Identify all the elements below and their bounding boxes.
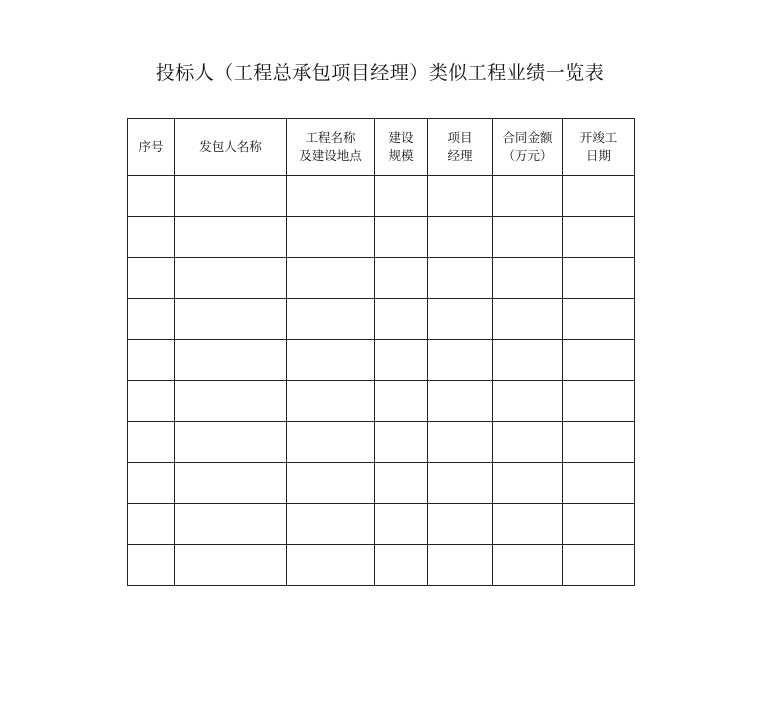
table-cell-start-completion-date bbox=[563, 504, 635, 545]
table-row bbox=[128, 463, 635, 504]
table-cell-project-name-location bbox=[287, 299, 375, 340]
table-cell-project-manager bbox=[428, 217, 493, 258]
table-cell-start-completion-date bbox=[563, 299, 635, 340]
table-cell-employer bbox=[175, 217, 287, 258]
table-cell-serial bbox=[128, 258, 175, 299]
table-cell-serial bbox=[128, 422, 175, 463]
table-row bbox=[128, 258, 635, 299]
table-cell-serial bbox=[128, 463, 175, 504]
table-cell-start-completion-date bbox=[563, 176, 635, 217]
header-serial bbox=[128, 119, 175, 176]
performance-table bbox=[127, 118, 635, 586]
table-body bbox=[128, 176, 635, 586]
table-cell-project-manager bbox=[428, 299, 493, 340]
table-cell-project-name-location bbox=[287, 340, 375, 381]
table-row bbox=[128, 176, 635, 217]
table-cell-employer bbox=[175, 422, 287, 463]
table-row bbox=[128, 504, 635, 545]
table-cell-employer bbox=[175, 381, 287, 422]
table-cell-construction-scale bbox=[375, 463, 428, 504]
table-cell-serial bbox=[128, 545, 175, 586]
header-amount-line2: （万元） bbox=[502, 148, 553, 163]
table-cell-project-name-location bbox=[287, 381, 375, 422]
table-cell-employer bbox=[175, 176, 287, 217]
header-serial-label: 序号 bbox=[138, 139, 164, 154]
header-project-name-location bbox=[287, 119, 375, 176]
table-cell-serial bbox=[128, 176, 175, 217]
header-project-name-line1: 工程名称 bbox=[305, 130, 356, 145]
table-cell-contract-amount bbox=[493, 217, 563, 258]
table-cell-project-name-location bbox=[287, 422, 375, 463]
table-cell-start-completion-date bbox=[563, 422, 635, 463]
table-cell-construction-scale bbox=[375, 545, 428, 586]
table-cell-contract-amount bbox=[493, 258, 563, 299]
table-cell-contract-amount bbox=[493, 504, 563, 545]
table-cell-serial bbox=[128, 217, 175, 258]
table-cell-start-completion-date bbox=[563, 258, 635, 299]
table-cell-project-manager bbox=[428, 381, 493, 422]
header-employer bbox=[175, 119, 287, 176]
table-cell-project-manager bbox=[428, 258, 493, 299]
header-date-line2: 日期 bbox=[585, 148, 611, 163]
header-scale-line2: 规模 bbox=[388, 148, 414, 163]
header-row bbox=[128, 119, 635, 176]
header-employer-label: 发包人名称 bbox=[199, 139, 262, 154]
table-cell-serial bbox=[128, 299, 175, 340]
table-cell-contract-amount bbox=[493, 422, 563, 463]
header-date-line1: 开竣工 bbox=[579, 130, 618, 145]
table-cell-construction-scale bbox=[375, 504, 428, 545]
table-cell-project-name-location bbox=[287, 176, 375, 217]
table-cell-employer bbox=[175, 504, 287, 545]
table-cell-contract-amount bbox=[493, 340, 563, 381]
table-cell-project-name-location bbox=[287, 258, 375, 299]
table-cell-employer bbox=[175, 299, 287, 340]
header-construction-scale bbox=[375, 119, 428, 176]
table-cell-construction-scale bbox=[375, 258, 428, 299]
table-row bbox=[128, 217, 635, 258]
table-cell-contract-amount bbox=[493, 299, 563, 340]
table-cell-construction-scale bbox=[375, 422, 428, 463]
table-cell-contract-amount bbox=[493, 545, 563, 586]
table-cell-project-manager bbox=[428, 463, 493, 504]
table-cell-contract-amount bbox=[493, 176, 563, 217]
table-row bbox=[128, 381, 635, 422]
table-cell-construction-scale bbox=[375, 340, 428, 381]
table-cell-start-completion-date bbox=[563, 217, 635, 258]
header-contract-amount bbox=[493, 119, 563, 176]
table-cell-project-manager bbox=[428, 504, 493, 545]
header-manager-line2: 经理 bbox=[447, 148, 473, 163]
table-cell-contract-amount bbox=[493, 381, 563, 422]
table-cell-employer bbox=[175, 463, 287, 504]
table-cell-project-name-location bbox=[287, 463, 375, 504]
table-cell-employer bbox=[175, 545, 287, 586]
table-cell-construction-scale bbox=[375, 381, 428, 422]
table-cell-employer bbox=[175, 340, 287, 381]
header-project-manager bbox=[428, 119, 493, 176]
table-cell-construction-scale bbox=[375, 299, 428, 340]
table-row bbox=[128, 299, 635, 340]
table-cell-serial bbox=[128, 340, 175, 381]
table-cell-serial bbox=[128, 381, 175, 422]
table-cell-project-name-location bbox=[287, 504, 375, 545]
table-cell-start-completion-date bbox=[563, 340, 635, 381]
table-cell-project-manager bbox=[428, 340, 493, 381]
header-amount-line1: 合同金额 bbox=[502, 130, 553, 145]
header-manager-line1: 项目 bbox=[447, 130, 473, 145]
table-row bbox=[128, 545, 635, 586]
table-cell-start-completion-date bbox=[563, 381, 635, 422]
header-scale-line1: 建设 bbox=[388, 130, 414, 145]
table-cell-construction-scale bbox=[375, 176, 428, 217]
table-cell-start-completion-date bbox=[563, 463, 635, 504]
document-title: 投标人（工程总承包项目经理）类似工程业绩一览表 bbox=[155, 62, 605, 84]
table-header bbox=[128, 119, 635, 176]
table-row bbox=[128, 340, 635, 381]
table-cell-start-completion-date bbox=[563, 545, 635, 586]
header-project-name-line2: 及建设地点 bbox=[299, 148, 362, 163]
table-cell-serial bbox=[128, 504, 175, 545]
table-row bbox=[128, 422, 635, 463]
table-cell-project-name-location bbox=[287, 545, 375, 586]
table-cell-employer bbox=[175, 258, 287, 299]
table-cell-project-manager bbox=[428, 176, 493, 217]
table-cell-contract-amount bbox=[493, 463, 563, 504]
table-cell-project-name-location bbox=[287, 217, 375, 258]
table-cell-project-manager bbox=[428, 422, 493, 463]
table-cell-project-manager bbox=[428, 545, 493, 586]
header-start-completion-date bbox=[563, 119, 635, 176]
table-cell-construction-scale bbox=[375, 217, 428, 258]
